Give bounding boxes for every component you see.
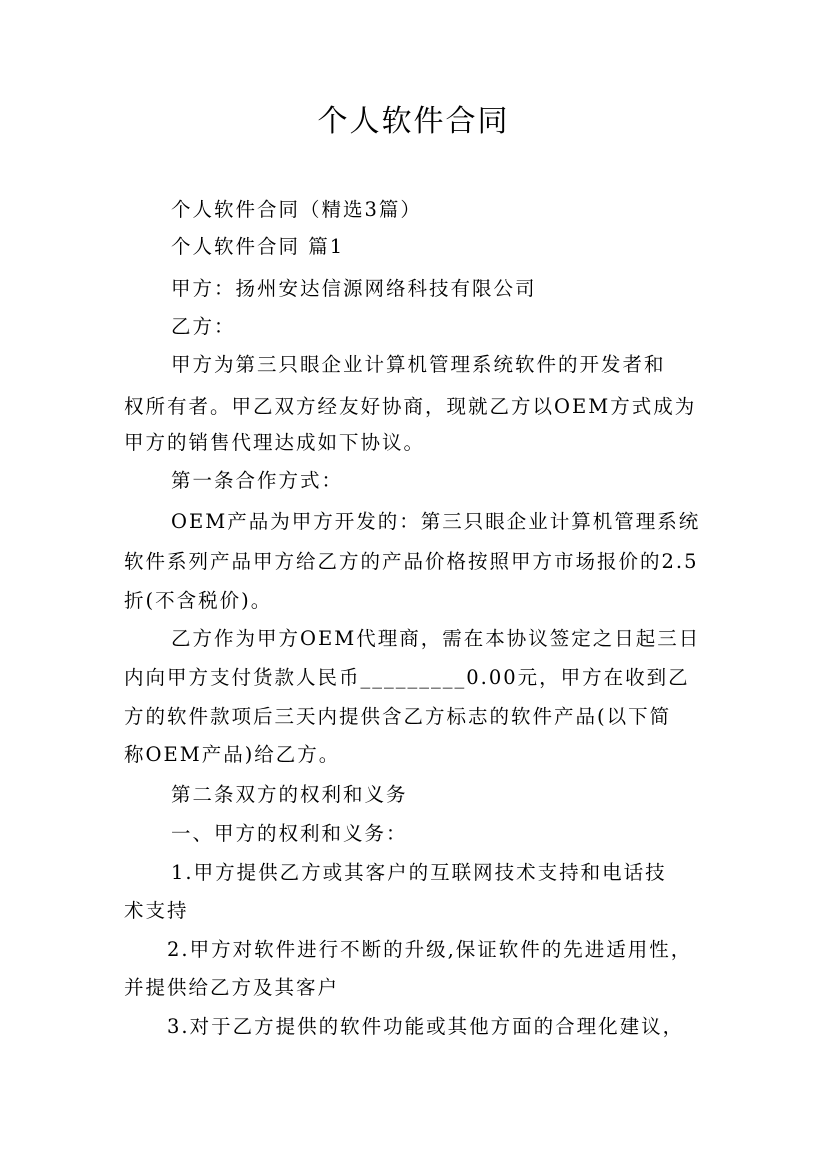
paragraph-line: 甲方：扬州安达信源网络科技有限公司 [171,277,537,300]
paragraph-line: 1.甲方提供乙方或其客户的互联网技术支持和电话技 [171,861,667,884]
paragraph-line: 甲方为第三只眼企业计算机管理系统软件的开发者和 [171,353,666,376]
paragraph-line: 权所有者。甲乙双方经友好协商，现就乙方以OEM方式成为 [124,395,697,418]
paragraph-line: 折(不含税价)。 [124,589,273,612]
paragraph-line: 第一条合作方式： [171,469,344,492]
paragraph-line: 软件系列产品甲方给乙方的产品价格按照甲方市场报价的2.5 [124,550,699,573]
paragraph-line: 个人软件合同 篇1 [171,235,345,258]
paragraph-line: 并提供给乙方及其客户 [124,976,340,999]
paragraph-line: 个人软件合同（精选3篇） [171,198,422,221]
paragraph-line: 第二条双方的权利和义务 [171,783,408,806]
paragraph-line: 3.对于乙方提供的软件功能或其他方面的合理化建议， [167,1015,685,1038]
paragraph-line: 方的软件款项后三天内提供含乙方标志的软件产品(以下简 [124,705,672,728]
paragraph-line: 乙方作为甲方OEM代理商，需在本协议签定之日起三日 [171,627,701,650]
paragraph-line: 2.甲方对软件进行不断的升级,保证软件的先进适用性， [167,938,693,961]
document-title: 个人软件合同 [317,104,510,139]
paragraph-line: 甲方的销售代理达成如下协议。 [124,431,426,454]
paragraph-line: 一、甲方的权利和义务： [171,822,408,845]
paragraph-line: 内向甲方支付货款人民币_________0.00元，甲方在收到乙 [124,666,690,689]
paragraph-line: 术支持 [124,899,189,922]
paragraph-line: 乙方： [171,315,236,338]
paragraph-line: 称OEM产品)给乙方。 [124,743,341,766]
paragraph-line: OEM产品为甲方开发的：第三只眼企业计算机管理系统 [171,510,701,533]
